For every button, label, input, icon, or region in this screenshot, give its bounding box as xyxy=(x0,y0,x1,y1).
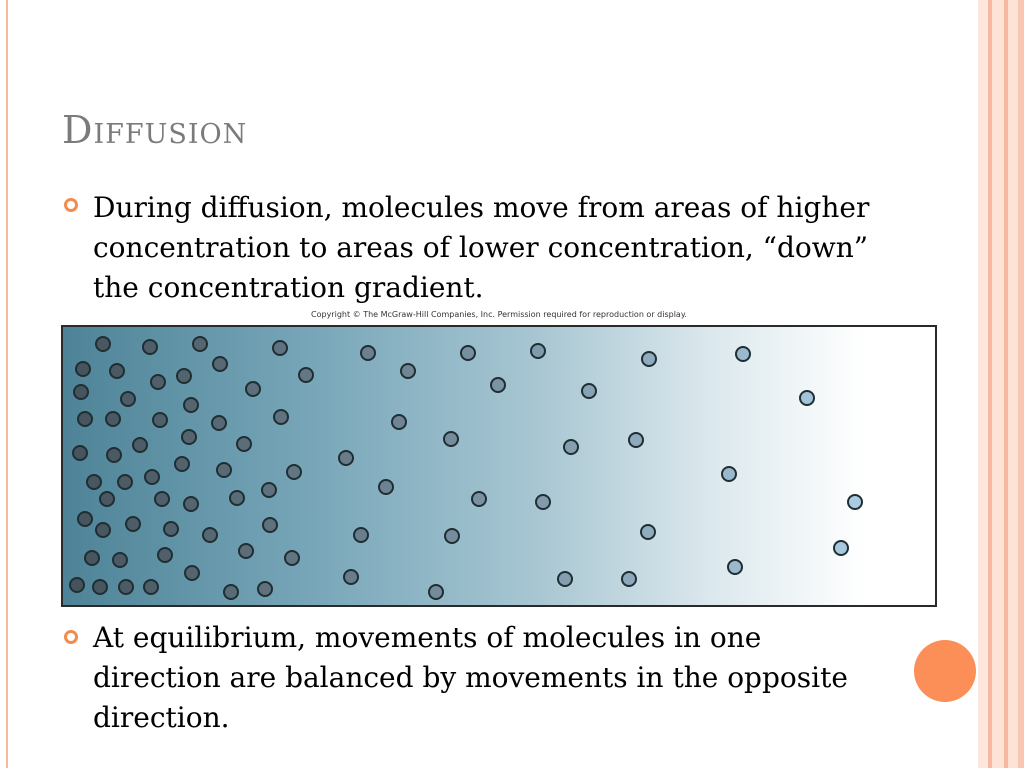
molecule-44 xyxy=(339,451,353,465)
bullet-marker-2 xyxy=(64,630,78,644)
molecule-50 xyxy=(262,483,276,497)
molecule-6 xyxy=(461,346,475,360)
molecule-19 xyxy=(800,391,814,405)
molecule-58 xyxy=(164,522,178,536)
molecule-22 xyxy=(184,398,198,412)
molecule-9 xyxy=(736,347,750,361)
molecule-30 xyxy=(444,432,458,446)
molecule-45 xyxy=(722,467,736,481)
molecule-7 xyxy=(531,344,545,358)
molecule-51 xyxy=(379,480,393,494)
molecule-60 xyxy=(263,518,277,532)
molecule-3 xyxy=(193,337,207,351)
molecule-5 xyxy=(361,346,375,360)
right-decorative-stripes xyxy=(978,0,1024,768)
molecule-52 xyxy=(472,492,486,506)
molecule-25 xyxy=(106,412,120,426)
molecule-76 xyxy=(258,582,272,596)
molecule-56 xyxy=(96,523,110,537)
bullet-text-1: During diffusion, molecules move from areas of higher concentration to areas of lower concentration, “down” the concentration gradient. xyxy=(93,191,870,304)
molecule-49 xyxy=(230,491,244,505)
molecule-11 xyxy=(110,364,124,378)
figure-copyright-caption: Copyright © The McGraw-Hill Companies, Inc. Permission required for reproduction or display. xyxy=(311,310,687,319)
diffusion-gradient-diagram xyxy=(61,325,937,607)
molecule-31 xyxy=(564,440,578,454)
left-border-line xyxy=(6,0,8,768)
molecule-13 xyxy=(177,369,191,383)
molecule-39 xyxy=(118,475,132,489)
molecule-18 xyxy=(582,384,596,398)
molecule-68 xyxy=(285,551,299,565)
molecule-46 xyxy=(100,492,114,506)
molecule-77 xyxy=(344,570,358,584)
molecule-2 xyxy=(143,340,157,354)
molecule-33 xyxy=(73,446,87,460)
molecule-16 xyxy=(401,364,415,378)
molecule-54 xyxy=(848,495,862,509)
molecule-1 xyxy=(96,337,110,351)
molecule-41 xyxy=(175,457,189,471)
molecule-8 xyxy=(642,352,656,366)
bullet-text-2: At equilibrium, movements of molecules in one direction are balanced by movements in the opposite direction. xyxy=(93,621,848,734)
molecule-20 xyxy=(74,385,88,399)
decorative-orange-circle xyxy=(914,640,976,702)
molecule-74 xyxy=(185,566,199,580)
molecule-21 xyxy=(121,392,135,406)
molecule-34 xyxy=(107,448,121,462)
molecule-27 xyxy=(212,416,226,430)
molecule-71 xyxy=(93,580,107,594)
molecule-24 xyxy=(78,412,92,426)
bullet-marker-1 xyxy=(64,198,78,212)
molecule-81 xyxy=(728,560,742,574)
molecule-15 xyxy=(299,368,313,382)
molecule-35 xyxy=(133,438,147,452)
molecule-26 xyxy=(153,413,167,427)
molecule-57 xyxy=(126,517,140,531)
molecule-36 xyxy=(182,430,196,444)
molecule-43 xyxy=(287,465,301,479)
molecule-73 xyxy=(144,580,158,594)
molecule-23 xyxy=(246,382,260,396)
molecule-14 xyxy=(213,357,227,371)
molecule-field xyxy=(63,327,937,607)
molecule-4 xyxy=(273,341,287,355)
molecule-65 xyxy=(113,553,127,567)
molecule-32 xyxy=(629,433,643,447)
molecule-28 xyxy=(274,410,288,424)
molecule-12 xyxy=(151,375,165,389)
molecule-80 xyxy=(622,572,636,586)
molecule-59 xyxy=(203,528,217,542)
molecule-79 xyxy=(558,572,572,586)
molecule-37 xyxy=(237,437,251,451)
molecule-67 xyxy=(239,544,253,558)
molecule-61 xyxy=(354,528,368,542)
molecule-55 xyxy=(78,512,92,526)
molecule-48 xyxy=(184,497,198,511)
molecule-10 xyxy=(76,362,90,376)
molecule-40 xyxy=(145,470,159,484)
slide-title: Diffusion xyxy=(62,108,248,152)
molecule-42 xyxy=(217,463,231,477)
molecule-64 xyxy=(85,551,99,565)
molecule-66 xyxy=(158,548,172,562)
molecule-63 xyxy=(641,525,655,539)
molecule-29 xyxy=(392,415,406,429)
molecule-69 xyxy=(834,541,848,555)
molecule-78 xyxy=(429,585,443,599)
molecule-75 xyxy=(224,585,238,599)
molecule-53 xyxy=(536,495,550,509)
molecule-47 xyxy=(155,492,169,506)
molecule-17 xyxy=(491,378,505,392)
molecule-38 xyxy=(87,475,101,489)
molecule-72 xyxy=(119,580,133,594)
molecule-70 xyxy=(70,578,84,592)
molecule-62 xyxy=(445,529,459,543)
